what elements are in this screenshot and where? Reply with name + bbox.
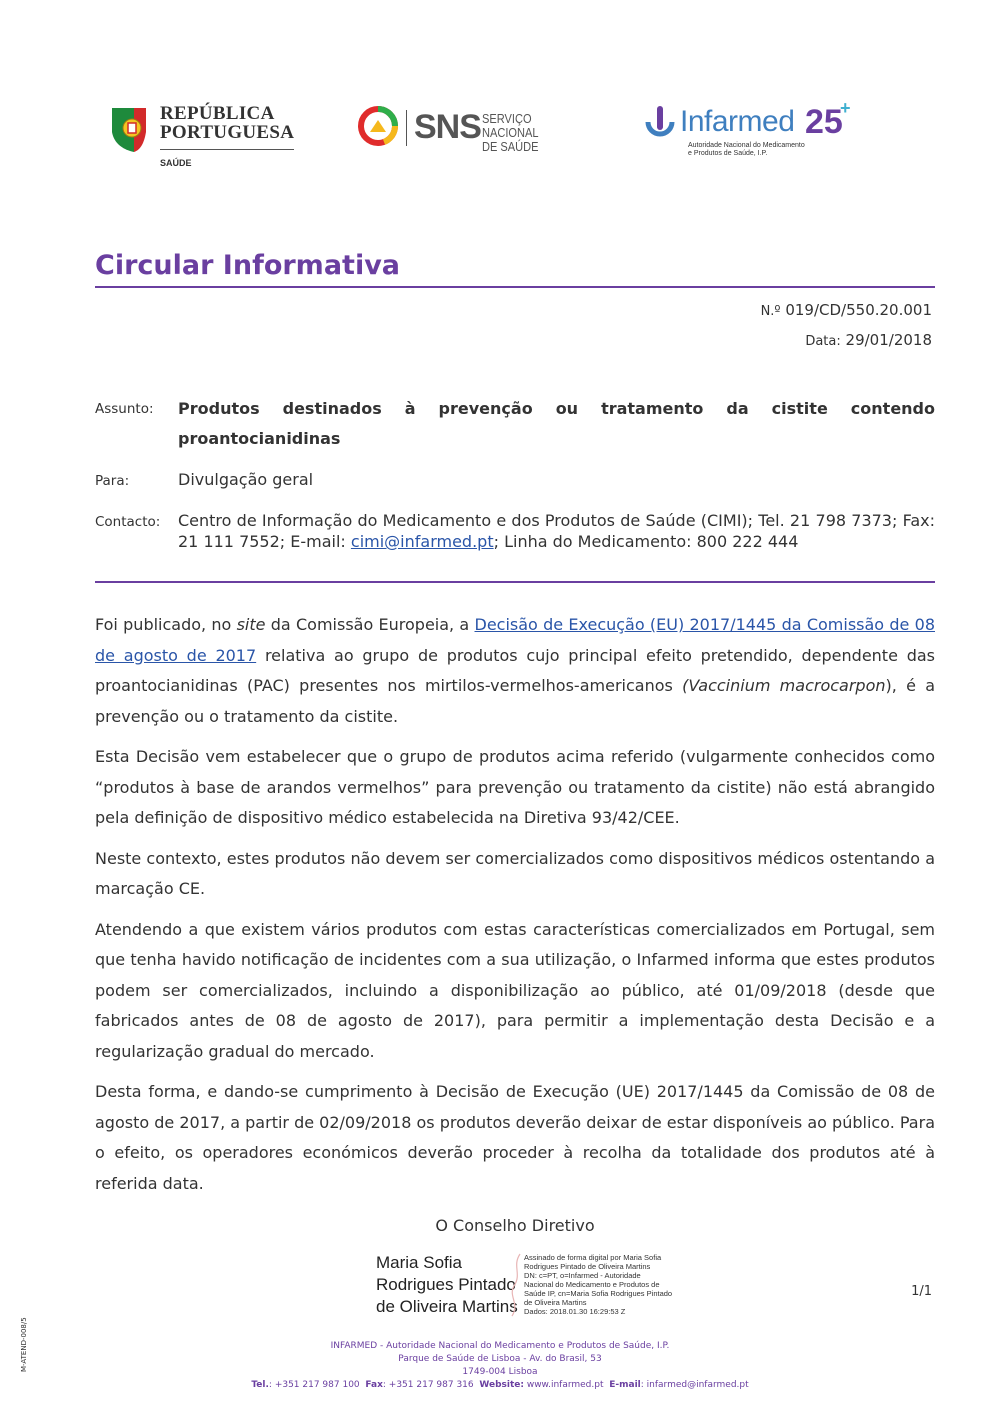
- signatory-line3: de Oliveira Martins: [376, 1297, 518, 1316]
- circular-date: [805, 331, 932, 349]
- footer-website[interactable]: www.infarmed.pt: [523, 1380, 604, 1390]
- conselho-diretivo: O Conselho Diretivo: [435, 1216, 595, 1235]
- assunto-label: Assunto:: [95, 401, 154, 417]
- paragraph-5: Desta forma, e dando-se cumprimento à Decisão de Execução (UE) 2017/1445 da Comissão de 08 de agosto de 2017, a partir de 02/09/2018 os produtos deverão deixar de estar disponíveis ao público. Para o efeito, os operadores económicos deverão proceder à recolha da totalidade dos produtos até à referida data.: [95, 1082, 935, 1193]
- p1-site-italic: site: [236, 615, 266, 634]
- infarmed-sub-line1: Autoridade Nacional do Medicamento: [688, 142, 805, 149]
- portugal-shield-icon: [110, 104, 148, 156]
- document-body: [95, 610, 935, 1209]
- date-label: Data:: [805, 334, 841, 349]
- paragraph-1: [95, 610, 935, 732]
- sns-sub-line2: DE SAÚDE: [482, 139, 539, 154]
- sns-divider: [406, 110, 407, 146]
- footer-tel-label: Tel.: [251, 1380, 269, 1390]
- signatory-line2: Rodrigues Pintado: [376, 1275, 516, 1294]
- infarmed-logo: [640, 98, 860, 164]
- footer-fax-label: Fax: [365, 1380, 383, 1390]
- footer-email-label: E-mail: [609, 1380, 641, 1390]
- number-label: N.º: [760, 304, 781, 319]
- republica-portuguesa-logo: [110, 100, 300, 172]
- paragraph-4: Atendendo a que existem vários produtos com estas características comercializados em Portugal, sem que tenha havido notificação de incidentes com a sua utilização, o Infarmed informa que estes produtos podem ser comercializados, incluindo a disponibilização ao público, até 01/09/2018 (desde que fabricados antes de 08 de agosto de 2017), para permitir a implementação desta Decisão e a regularização gradual do mercado.: [95, 919, 935, 1061]
- sns-subtitle: [482, 112, 581, 154]
- para-value: Divulgação geral: [178, 470, 314, 489]
- contacto-value: [178, 510, 935, 552]
- p1-text-a: Foi publicado, no: [95, 615, 237, 634]
- sig-detail-line: DN: c=PT, o=Infarmed - Autoridade: [524, 1271, 641, 1280]
- footer-contacts: [0, 1379, 1000, 1392]
- sig-detail-line: Assinado de forma digital por Maria Sofia: [524, 1253, 662, 1262]
- footer-org: INFARMED - Autoridade Nacional do Medicamento e Produtos de Saúde, I.P.: [330, 1341, 670, 1351]
- circular-number: [761, 301, 932, 319]
- signatory-name: [376, 1252, 518, 1318]
- signature-flourish-icon: [506, 1252, 526, 1318]
- sig-detail-line: Nacional do Medicamento e Produtos de: [524, 1280, 660, 1289]
- p1-latin-name: (Vaccinium macrocarpon: [682, 676, 886, 695]
- header-rule: [95, 581, 935, 583]
- footer-fax: : +351 217 987 316: [382, 1380, 474, 1390]
- paragraph-2: Esta Decisão vem estabelecer que o grupo de produtos acima referido (vulgarmente conhecidos como “produtos à base de arandos vermelhos” para prevenção ou tratamento da cistite) não está abrangido pela definição de dispositivo médico estabelecida na Diretiva 93/42/CEE.: [95, 747, 935, 827]
- title-rule: [95, 286, 935, 288]
- p1-text-c: relativa ao grupo de produtos cujo principal efeito pretendido, dependente das proantocianidinas (PAC) presentes nos mirtilos-vermelhos-americanos: [95, 645, 935, 695]
- anniversary-25: 25: [805, 103, 843, 141]
- logo-divider: [160, 149, 294, 150]
- para-label: Para:: [95, 473, 130, 489]
- date-value: 29/01/2018: [845, 331, 932, 349]
- sig-detail-line: de Oliveira Martins: [524, 1298, 587, 1307]
- footer-address: Parque de Saúde de Lisboa - Av. do Brasil, 53: [398, 1354, 602, 1364]
- anniversary-plus: +: [840, 98, 851, 118]
- footer-postcode: 1749-004 Lisboa: [462, 1367, 538, 1377]
- p1-text-d: ), é a prevenção ou o tratamento da cistite.: [95, 676, 935, 726]
- republica-line: REPÚBLICA: [160, 103, 275, 124]
- sns-sub-line1: SERVIÇO NACIONAL: [482, 111, 539, 140]
- assunto-line2: proantocianidinas: [178, 429, 341, 448]
- contacto-email-link[interactable]: cimi@infarmed.pt: [350, 532, 494, 551]
- sig-detail-line: Rodrigues Pintado de Oliveira Martins: [524, 1262, 651, 1271]
- contacto-text-post: ; Linha do Medicamento: 800 222 444: [493, 532, 799, 551]
- decisao-link[interactable]: Decisão de Execução (EU) 2017/1445 da Comissão de 08 de agosto de 2017: [95, 615, 935, 665]
- p1-text-b: da Comissão Europeia, a: [265, 615, 475, 634]
- number-value: 019/CD/550.20.001: [785, 301, 932, 319]
- assunto-value: [178, 398, 935, 449]
- portuguesa-line: PORTUGUESA: [160, 122, 295, 143]
- contacto-label: Contacto:: [95, 514, 161, 530]
- saude-label: SAÚDE: [160, 158, 192, 168]
- sns-wordmark: SNS: [414, 108, 481, 146]
- assunto-line1: Produtos destinados à prevenção ou tratamento da cistite contendo: [178, 399, 935, 418]
- sig-detail-line: Dados: 2018.01.30 16:29:53 Z: [524, 1307, 626, 1316]
- side-form-code: M-ATEND-008/5: [20, 1317, 28, 1372]
- republica-portuguesa-text: [160, 104, 294, 142]
- sns-logo: [358, 106, 598, 154]
- document-title: Circular Informativa: [95, 250, 401, 281]
- signatory-line1: Maria Sofia: [376, 1253, 462, 1272]
- footer-tel: : +351 217 987 100: [268, 1380, 360, 1390]
- infarmed-sub-line2: e Produtos de Saúde, I.P.: [688, 150, 768, 157]
- infarmed-wordmark: Infarmed: [680, 105, 795, 138]
- sns-circle-icon: [358, 106, 398, 146]
- sig-detail-line: Saúde IP, cn=Maria Sofia Rodrigues Pintado: [524, 1289, 673, 1298]
- footer-email[interactable]: : infarmed@infarmed.pt: [640, 1380, 749, 1390]
- paragraph-3: Neste contexto, estes produtos não devem ser comercializados como dispositivos médicos ostentando a marcação CE.: [95, 848, 935, 898]
- digital-signature-details: [524, 1253, 674, 1316]
- infarmed-subtitle: [688, 142, 805, 158]
- contacto-text-pre: Centro de Informação do Medicamento e dos Produtos de Saúde (CIMI); Tel. 21 798 7373; Fax: 21 111 7552; E-mail:: [178, 511, 935, 551]
- infarmed-drop-icon: [640, 104, 678, 148]
- page-number: 1/1: [911, 1284, 932, 1299]
- footer-web-label: Website:: [479, 1380, 524, 1390]
